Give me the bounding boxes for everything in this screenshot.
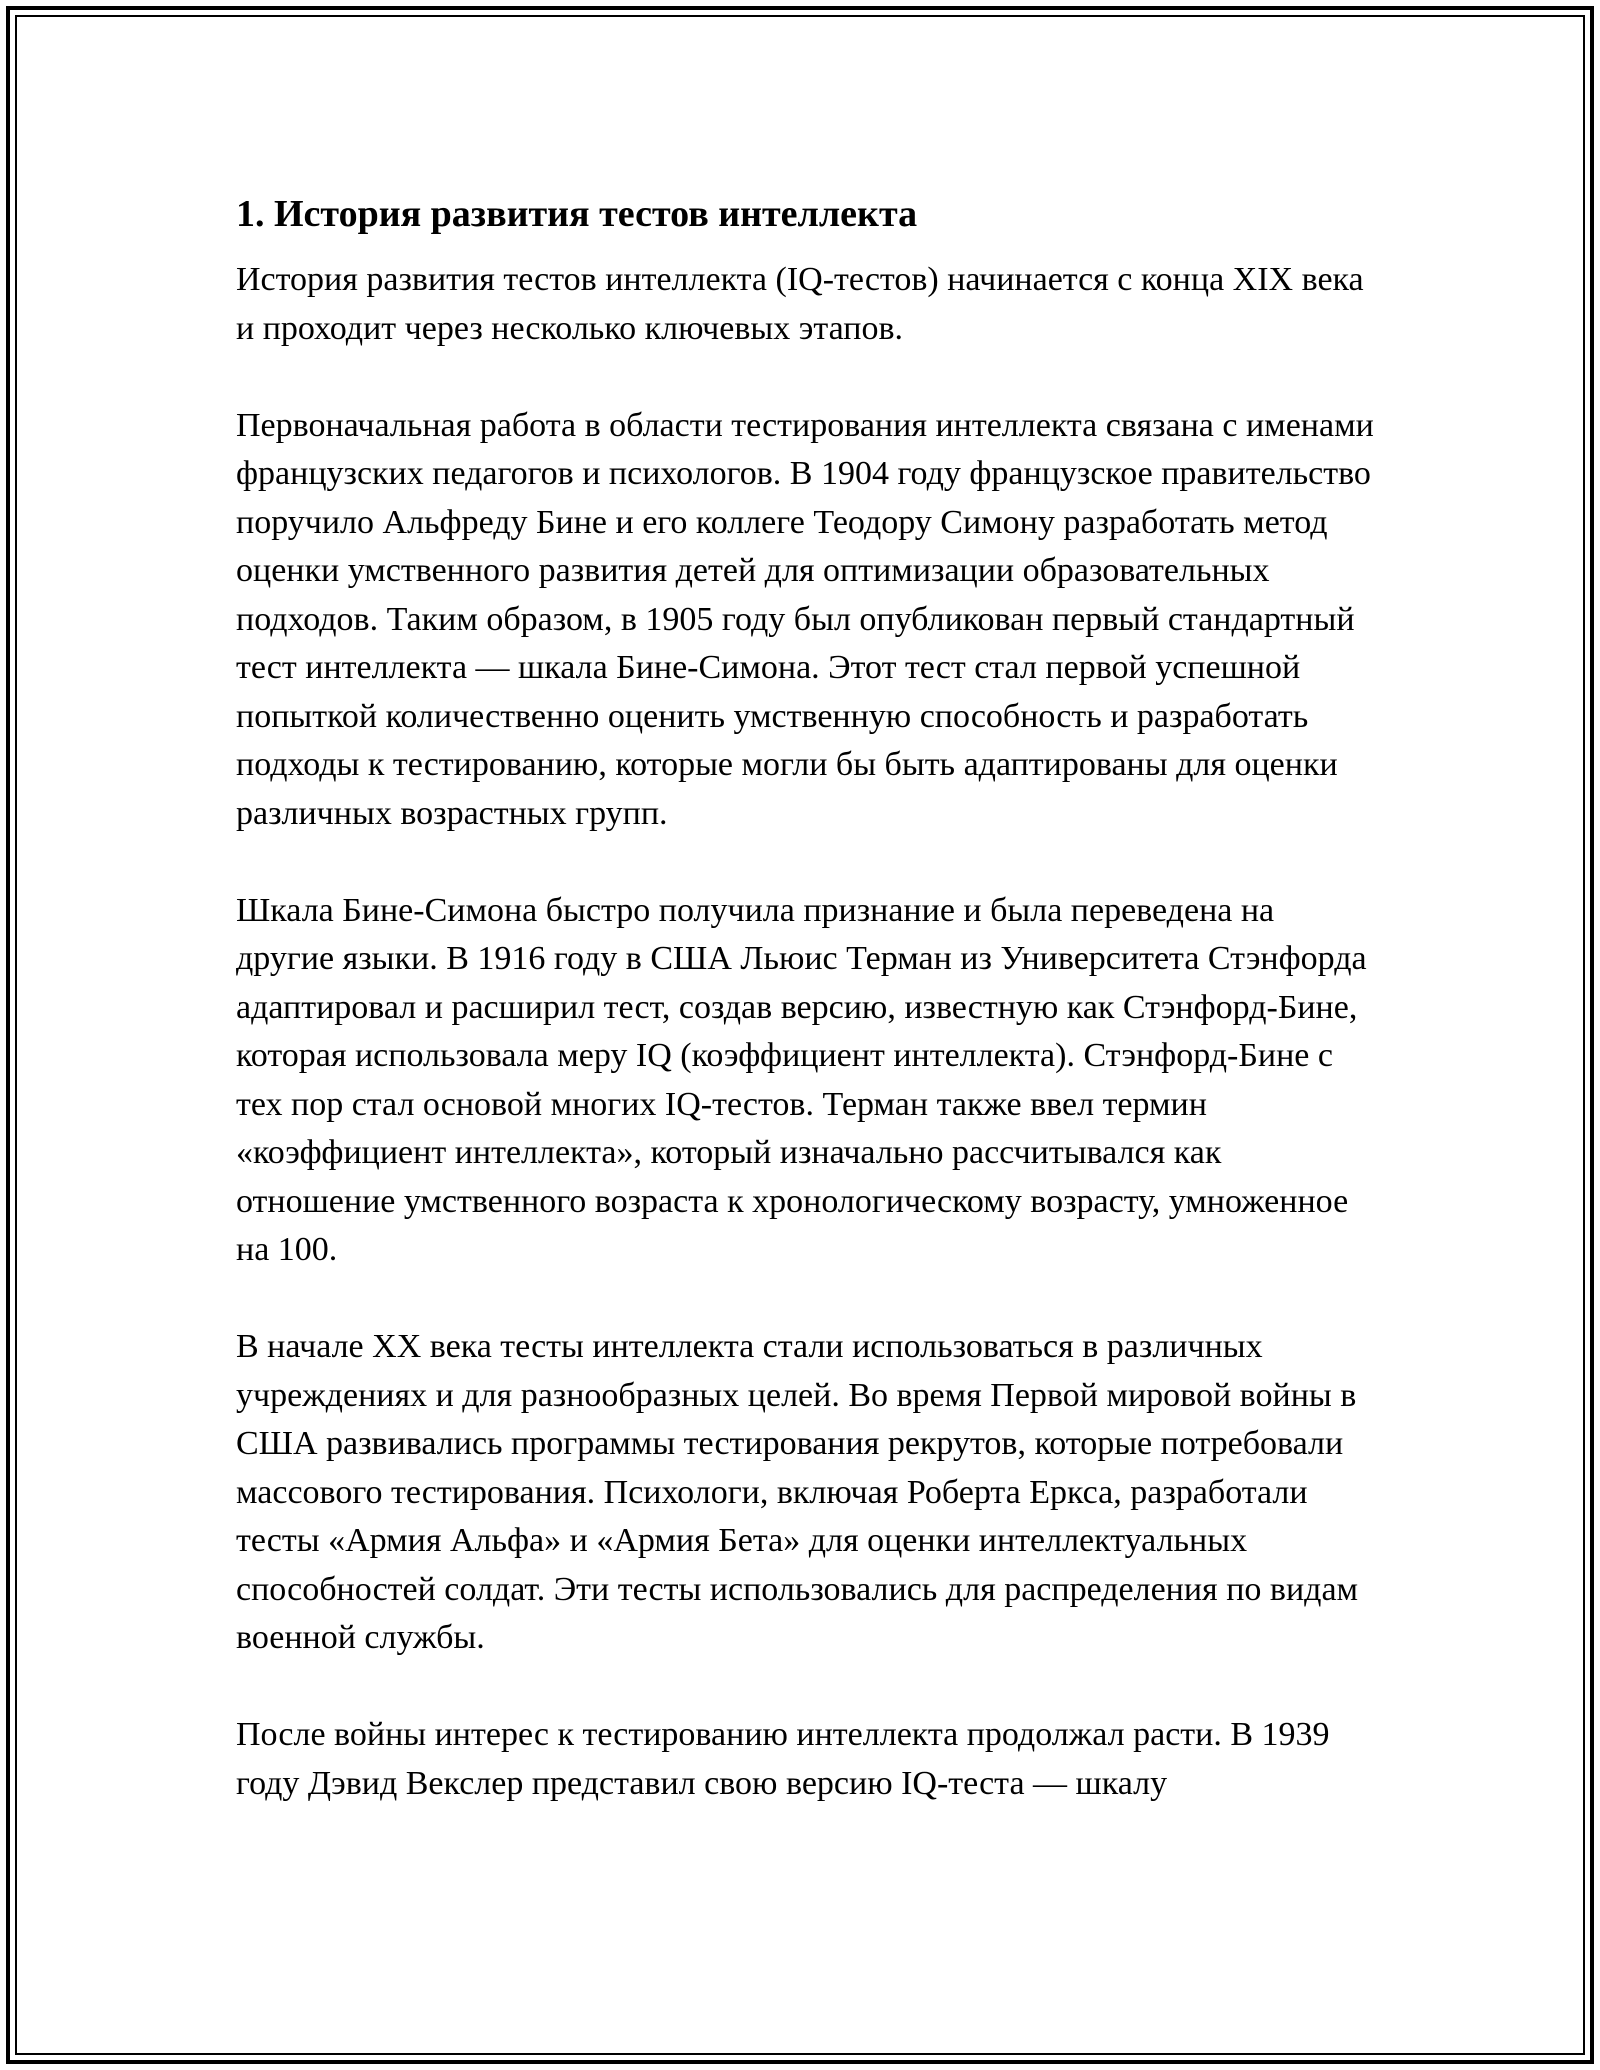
paragraph-army-tests: В начале XX века тесты интеллекта стали использоваться в различных учреждениях и для разнообразных целей. Во время Первой мировой войны в США развивались программы тестирования рекрутов, которые потребовали массового тестирования. Психологи, включая Роберта Еркса, разработали тесты «Армия Альфа» и «Армия Бета» для оценки интеллектуальных способностей солдат. Эти тесты использовались для распределения по видам военной службы. (236, 1328, 1359, 1656)
section-heading: 1. История развития тестов интеллекта (236, 193, 918, 235)
paragraph-binet-simon: Первоначальная работа в области тестирования интеллекта связана с именами французских педагогов и психологов. В 1904 году французское правительство поручило Альфреду Бине и его коллеге Теодору Симону разработать метод оценки умственного развития детей для оптимизации образовательных подходов. Таким образом, в 1905 году был опубликован первый стандартный тест интеллекта — шкала Бине-Симона. Этот тест стал первой успешной попыткой количественно оценить умственную способность и разработать подходы к тестированию, которые могли бы быть адаптированы для оценки различных возрастных групп. (236, 406, 1374, 832)
paragraph-wechsler: После войны интерес к тестированию интеллекта продолжал расти. В 1939 году Дэвид Векслер представил свою версию IQ-теста — шкалу (236, 1716, 1330, 1802)
document-body (236, 186, 1376, 1808)
paragraph-intro: История развития тестов интеллекта (IQ-тестов) начинается с конца XIX века и проходит через несколько ключевых этапов. (236, 261, 1364, 347)
paragraph-stanford-binet: Шкала Бине-Симона быстро получила признание и была переведена на другие языки. В 1916 году в США Льюис Терман из Университета Стэнфорда адаптировал и расширил тест, создав версию, известную как Стэнфорд-Бине, которая использовала меру IQ (коэффициент интеллекта). Стэнфорд-Бине с тех пор стал основой многих IQ-тестов. Терман также ввел термин «коэффициент интеллекта», который изначально рассчитывался как отношение умственного возраста к хронологическому возрасту, умноженное на 100. (236, 891, 1367, 1268)
